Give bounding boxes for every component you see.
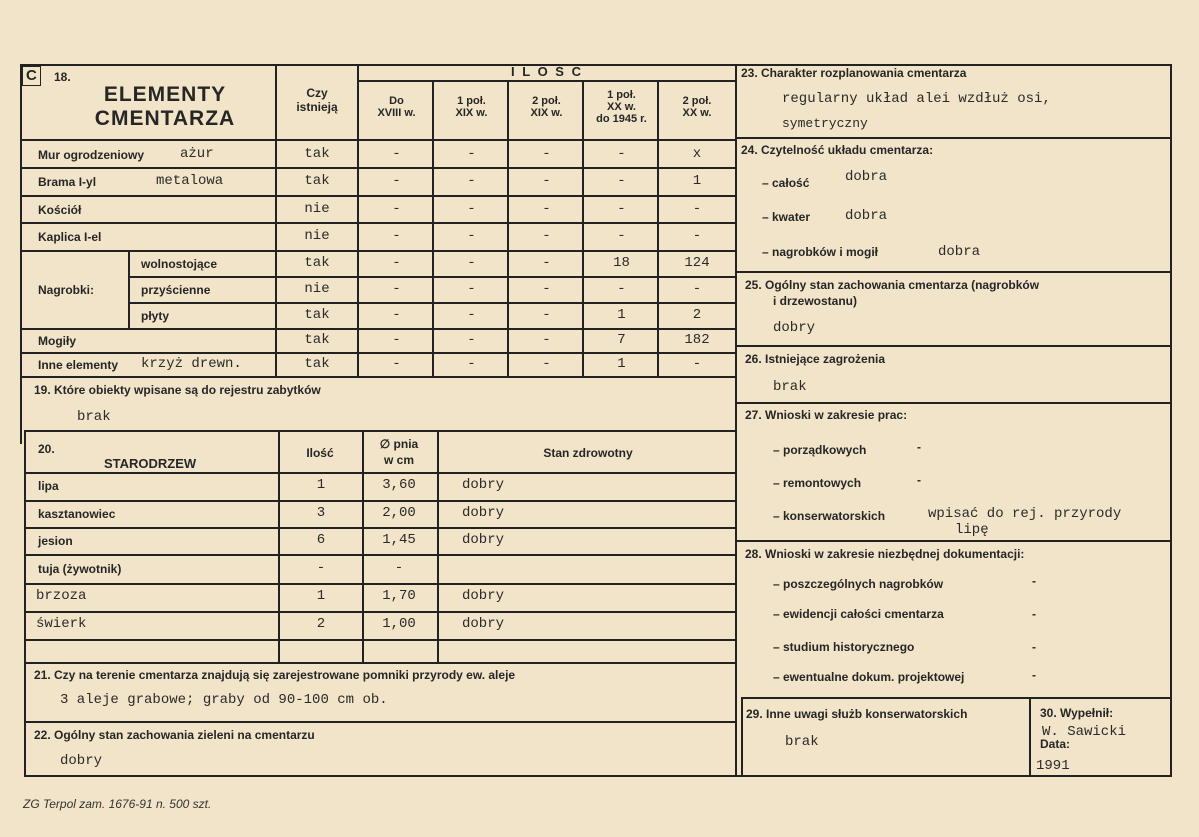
period-header-l1: 1 poł. [607, 89, 636, 101]
element-label: płyty [141, 309, 170, 323]
element-extra: ażur [180, 145, 214, 162]
element-value: - [467, 255, 476, 271]
element-label: Mur ogrodzeniowy [38, 147, 144, 162]
q26-answer: brak [773, 379, 807, 395]
period-header-l2: XX w. [607, 101, 636, 113]
tree-row-line [24, 583, 736, 585]
element-value: - [467, 200, 476, 217]
q25-title1: 25. Ogólny stan zachowania cmentarza (nagrobków [745, 278, 1040, 292]
q27-item3-value2: lipę [955, 522, 989, 538]
tree-diam: 3,60 [382, 477, 416, 493]
period-header-l1: Do [389, 95, 404, 107]
element-value: - [617, 145, 626, 162]
element-value: - [542, 281, 551, 297]
q20-diam-header2: w cm [383, 453, 414, 467]
tree-diam: 1,00 [382, 616, 416, 632]
tree-row-line [24, 527, 736, 529]
element-value: - [542, 356, 551, 372]
tree-state: dobry [462, 504, 505, 521]
tree-count: 2 [316, 616, 326, 632]
element-value: - [692, 228, 702, 244]
nagrobki-label: Nagrobki: [38, 283, 95, 297]
q20-top [24, 430, 736, 432]
q20-col3 [437, 432, 439, 662]
element-value: 7 [617, 332, 626, 348]
element-label: Kościół [38, 202, 82, 217]
element-row-line [20, 352, 736, 354]
tree-count: 1 [316, 588, 326, 604]
element-value: 1 [617, 356, 626, 372]
period-header-l1: 2 poł. [682, 95, 712, 107]
tree-name: lipa [38, 479, 59, 493]
element-exists: nie [304, 228, 330, 244]
tree-name: świerk [36, 616, 87, 632]
element-value: - [392, 173, 401, 189]
tree-diam: 1,70 [382, 588, 416, 604]
element-exists: tak [304, 332, 330, 348]
nagrobki-sub-line [128, 250, 130, 328]
q19-top [20, 376, 736, 378]
element-label: przyścienne [141, 283, 211, 297]
element-row-line [128, 276, 736, 278]
q19-title: 19. Które obiekty wpisane są do rejestru zabytków [34, 383, 321, 397]
middle-divider [735, 64, 737, 776]
element-exists: tak [304, 356, 330, 372]
element-value: - [692, 356, 702, 372]
q25-top [736, 271, 1172, 273]
section-18-number: 18. [54, 70, 71, 84]
tree-name: tuja (żywotnik) [38, 561, 122, 576]
q29-left [741, 697, 743, 776]
element-value: - [392, 281, 401, 297]
element-value: 182 [684, 332, 710, 348]
frame-right [1170, 64, 1172, 776]
tree-name: brzoza [36, 588, 87, 604]
element-row-line [128, 302, 736, 304]
element-value: 1 [692, 173, 702, 189]
q20-count-header: Ilość [306, 446, 334, 460]
element-value: - [392, 356, 401, 372]
element-exists: tak [304, 173, 330, 189]
q27-item1-value: - [917, 440, 921, 454]
q28-title: 28. Wnioski w zakresie niezbędnej dokumentacji: [745, 547, 1025, 561]
element-value: - [467, 332, 476, 348]
element-value: - [692, 200, 702, 217]
element-value: - [467, 356, 476, 372]
tree-count: 6 [316, 531, 326, 548]
tree-diam: - [394, 559, 404, 576]
element-value: - [392, 228, 401, 244]
q24-item1-label: – całość [762, 176, 810, 190]
ilosc-underline [357, 80, 735, 82]
q24-item2-label: – kwater [762, 210, 811, 224]
title-line2: CMENTARZA [94, 107, 236, 130]
period-header-l2: XIX w. [455, 107, 488, 119]
q26-top [736, 345, 1172, 347]
element-exists: tak [304, 145, 330, 162]
element-value: - [392, 332, 401, 348]
element-value: - [467, 307, 476, 323]
header-bottom-line [20, 139, 736, 141]
q28-top [736, 540, 1172, 542]
q28-item1-label: – poszczególnych nagrobków [773, 577, 944, 591]
q30-date-label: Data: [1040, 737, 1071, 751]
q25-title2: i drzewostanu) [773, 294, 858, 308]
q20-state-header: Stan zdrowotny [543, 446, 633, 460]
frame-left-lower [24, 430, 26, 775]
element-value: - [467, 228, 476, 244]
q24-item1-value: dobra [845, 169, 888, 185]
element-label: Inne elementy [38, 358, 119, 372]
tree-state: dobry [462, 588, 505, 604]
q28-item2-label: – ewidencji całości cmentarza [773, 607, 944, 621]
element-extra: metalowa [156, 173, 224, 189]
q29-title: 29. Inne uwagi służb konserwatorskich [746, 707, 968, 721]
element-row-line [20, 195, 736, 197]
q30-date: 1991 [1036, 758, 1070, 774]
element-value: - [542, 228, 551, 244]
element-value: - [617, 281, 626, 297]
element-value: - [542, 145, 551, 162]
element-value: 18 [613, 255, 630, 271]
element-value: - [542, 173, 551, 189]
q22-title: 22. Ogólny stan zachowania zieleni na cmentarzu [34, 728, 315, 742]
element-value: 124 [684, 255, 710, 271]
q27-item3-value: wpisać do rej. przyrody [928, 506, 1122, 522]
q21-top [24, 662, 736, 664]
period-header-l3: do 1945 r. [596, 113, 647, 125]
q23-answer2: symetryczny [782, 116, 868, 131]
czy-line1: Czy [306, 86, 328, 100]
tree-diam: 2,00 [382, 504, 416, 521]
q24-item3-value: dobra [938, 244, 981, 260]
q20-number: 20. [38, 442, 55, 456]
q20-diam-header1: ∅ pnia [379, 437, 419, 451]
q27-top [736, 402, 1172, 404]
title-line1: ELEMENTY [103, 83, 227, 106]
element-label: Mogiły [38, 334, 76, 348]
q27-item2-value: - [917, 473, 921, 487]
tree-row-line [24, 639, 736, 641]
q28-item4-value: - [1032, 668, 1036, 682]
element-value: x [692, 145, 702, 162]
q23-answer1: regularny układ alei wzdłuż osi, [782, 91, 1051, 107]
element-value: - [467, 281, 476, 297]
element-value: - [542, 307, 551, 323]
element-value: - [617, 200, 626, 217]
q19-answer: brak [77, 409, 111, 425]
q20-name-header: STARODRZEW [104, 456, 197, 471]
frame-bottom [24, 775, 1172, 777]
tree-name: jesion [38, 533, 73, 548]
czy-line2: istnieją [296, 100, 338, 114]
period-header-l2: XVIII w. [377, 107, 416, 119]
tree-row-line [24, 611, 736, 613]
q27-title: 27. Wnioski w zakresie prac: [745, 408, 908, 422]
tree-diam: 1,45 [382, 531, 416, 548]
q30-name: W. Sawicki [1042, 724, 1127, 740]
element-row-line [20, 167, 736, 169]
q20-header-bottom [24, 472, 736, 474]
element-value: - [392, 200, 401, 217]
element-value: - [392, 307, 401, 323]
element-exists: tak [304, 255, 330, 271]
q21-title: 21. Czy na terenie cmentarza znajdują się zarejestrowane pomniki przyrody ew. aleje [34, 668, 516, 682]
q30-title: 30. Wypełnił: [1040, 706, 1114, 720]
tree-count: - [316, 559, 326, 576]
element-label: Brama I-yl [38, 175, 97, 189]
q30-left [1029, 697, 1031, 776]
q27-item3-label: – konserwatorskich [773, 509, 886, 523]
element-value: - [617, 228, 626, 244]
q29-top [741, 697, 1172, 699]
q28-item3-label: – studium historycznego [773, 640, 915, 654]
element-row-line [20, 328, 736, 330]
q24-item2-value: dobra [845, 208, 888, 224]
element-exists: nie [304, 200, 330, 217]
element-label: Kaplica I-el [38, 230, 102, 244]
period-header-l2: XX w. [682, 107, 712, 119]
q28-item4-label: – ewentualne dokum. projektowej [773, 670, 965, 684]
tree-state: dobry [462, 616, 505, 632]
element-value: - [542, 200, 551, 217]
q22-top [24, 721, 736, 723]
q24-top [736, 137, 1172, 139]
tree-row-line [24, 500, 736, 502]
element-value: - [392, 255, 401, 271]
tree-state: dobry [462, 531, 505, 548]
ilosc-header: I L O Ś C [511, 64, 583, 79]
q23-title: 23. Charakter rozplanowania cmentarza [741, 66, 967, 80]
q28-item3-value: - [1032, 640, 1036, 654]
tree-count: 3 [316, 504, 326, 521]
tree-name: kasztanowiec [38, 506, 116, 521]
q25-answer: dobry [773, 320, 816, 336]
element-value: - [467, 173, 476, 189]
tree-state: dobry [462, 477, 505, 493]
element-value: - [392, 145, 401, 162]
corner-letter: C [22, 66, 41, 86]
element-exists: tak [304, 307, 330, 323]
element-value: - [467, 145, 476, 162]
q24-item3-label: – nagrobków i mogił [762, 245, 879, 259]
period-header-l1: 1 poł. [457, 95, 486, 107]
element-value: 1 [617, 307, 626, 323]
q24-title: 24. Czytelność układu cmentarza: [741, 143, 934, 157]
q27-item1-label: – porządkowych [773, 443, 867, 457]
element-value: 2 [692, 307, 702, 323]
element-value: - [617, 173, 626, 189]
q27-item2-label: – remontowych [773, 476, 862, 490]
q28-item2-value: - [1032, 607, 1036, 621]
element-row-line [20, 222, 736, 224]
element-extra: krzyż drewn. [141, 356, 242, 372]
q29-answer: brak [785, 734, 819, 750]
element-value: - [542, 255, 551, 271]
frame-left [20, 64, 22, 444]
q21-answer: 3 aleje grabowe; graby od 90-100 cm ob. [60, 692, 388, 708]
tree-row-line [24, 554, 736, 556]
period-header-l1: 2 poł. [532, 95, 561, 107]
element-exists: nie [304, 281, 330, 297]
q26-title: 26. Istniejące zagrożenia [745, 352, 886, 366]
period-header-l2: XIX w. [530, 107, 563, 119]
element-value: - [692, 281, 702, 297]
q28-item1-value: - [1032, 574, 1036, 588]
tree-count: 1 [316, 477, 326, 493]
element-label: wolnostojące [141, 257, 218, 271]
q22-answer: dobry [60, 753, 103, 769]
printer-footer: ZG Terpol zam. 1676-91 n. 500 szt. [23, 797, 212, 811]
element-value: - [542, 332, 551, 348]
